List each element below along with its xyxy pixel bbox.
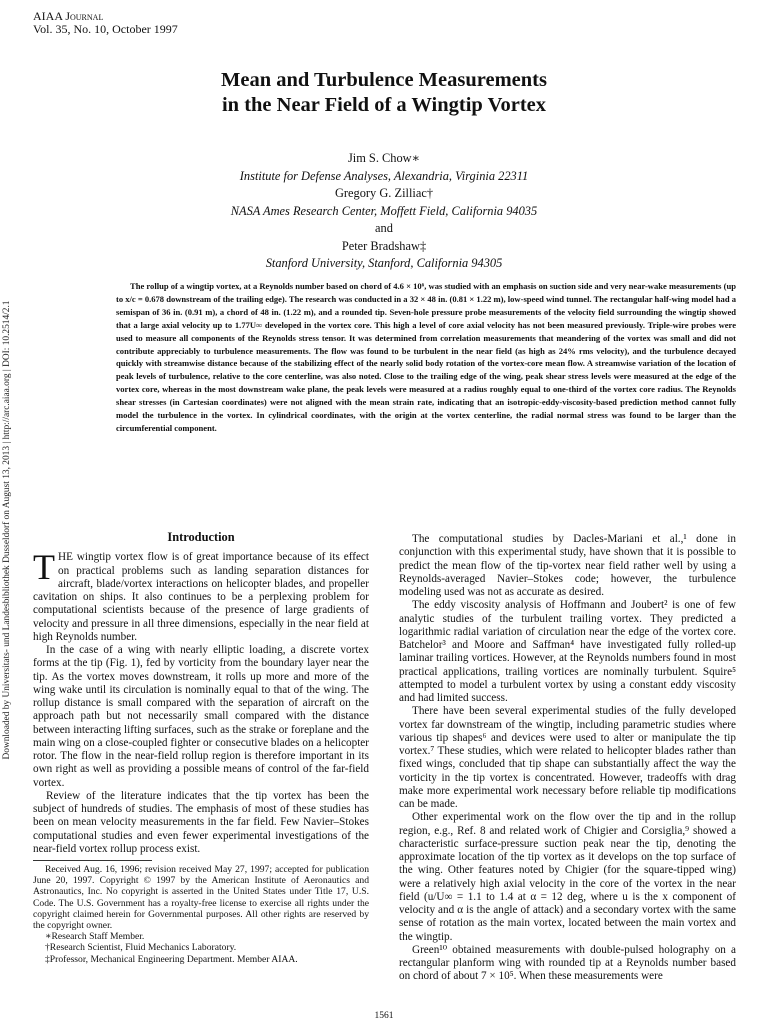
intro-paragraph-text: HE wingtip vortex flow is of great importance because of its effect on practical problems such as landing separation distances for aircraft, blade/vortex interactions on helicopter blades, and propeller cavitation on ships. It also continues to be a perplexing problem for computational scientists because of the presence of large gradients of velocity and pressure in all three dimensions, especially in the near field at high Reynolds number. [33,551,369,643]
footnote: Received Aug. 16, 1996; revision received May 27, 1997; accepted for publication June 20, 1997. Copyright © 1997 by the American Institute of Aeronautics and Astronautics, Inc. No copyright is asserted in the United States under Title 17, U.S. Code. The U.S. Government has a royalty-free license to exercise all rights under the copyright claimed herein for Governmental purposes. All other rights are reserved by the copyright owner. [33,864,369,932]
page-number: 1561 [374,1011,394,1021]
author-name: Peter Bradshaw‡ [341,238,427,253]
footnotes [33,864,369,965]
footnote: ‡Professor, Mechanical Engineering Department. Member AIAA. [45,953,298,965]
body-paragraph: The eddy viscosity analysis of Hoffmann and Joubert² is one of few analytic studies of the turbulent trailing vortex. They predicted a logarithmic radial variation of circulation near the edge of the vortex core. Batchelor³ and Moore and Saffman⁴ have investigated fully rolled-up laminar trailing vortices. However, at the Reynolds numbers found in most practical applications, trailing vortices are nominally turbulent. Squire⁵ attempted to model a turbulent vortex by using a constant eddy viscosity and had limited success. [399,599,736,704]
intro-paragraph: Review of the literature indicates that the tip vortex has been the subject of hundreds of studies. The emphasis of most of these studies has been on mean velocity measurements in the far field. Few Navier–Stokes computational studies and even fewer experimental investigations of the near-field vortex rollup process exist. [33,789,369,855]
author-affiliation: NASA Ames Research Center, Moffett Field, California 94035 [230,203,538,218]
right-column [399,533,736,984]
author-name: Gregory G. Zilliac† [334,186,434,200]
author-affiliation: Institute for Defense Analyses, Alexandria, Virginia 22311 [239,168,529,183]
body-paragraph: The computational studies by Dacles-Mariani et al.,¹ done in conjunction with this experimental study, have shown that it is possible to predict the mean flow of the tip-vortex near field rather well by using a Reynolds-averaged Navier–Stokes code; however, the turbulence modeling used was not as accurate as desired. [399,533,736,598]
footnote-rule [33,860,152,861]
body-paragraph: Other experimental work on the flow over the tip and in the rollup region, e.g., Ref. 8 and related work of Chigier and Corsiglia,⁹ showed a characteristic surface-pressure suction peak near the tip, denoting the approximate location of the tip vortex as it develops on the top surface of the wing. Other features noted by Chigier (for the square-tipped wing) were a relatively high axial velocity in the core of the vortex in the near field (u/U∞ = 1.1 to 1.4 at α = 12 deg, where u is the x component of velocity and α is the angle of attack) and a secondary vortex with the same sense of rotation as the main vortex, located between the main vortex and the wingtip. [399,811,736,943]
authors-and: and [375,221,393,235]
author-affiliation: Stanford University, Stanford, California 94305 [265,256,503,270]
section-heading: Introduction [167,530,235,544]
download-note: Downloaded by Universitats- und Landesbibliothek Dusseldorf on August 13, 2013 | http://arc.aiaa.org | DOI: 10.2514/2.1 [2,300,12,760]
intro-paragraph [33,547,369,644]
paper-title [0,68,768,118]
left-column [33,531,369,856]
author-block [0,150,768,273]
body-paragraph: There have been several experimental studies of the fully developed vortex far downstream of the wingtip, including parametric studies where various tip shapes⁶ and devices were used to alter or manipulate the tip vortex.⁷ These studies, which were related to helicopter blades rather than fixed wings, concluded that tip shape can substantially affect the way the vorticity in the tip vortex is concentrated. However, tradeoffs with drag make more experimental work necessary before reliable tip modifications can be made. [399,705,736,810]
title-line-2: in the Near Field of a Wingtip Vortex [221,94,547,116]
footnote: †Research Scientist, Fluid Mechanics Laboratory. [45,942,237,954]
journal-issue: Vol. 35, No. 10, October 1997 [33,22,178,36]
body-paragraph: Green¹⁰ obtained measurements with double-pulsed holography on a rectangular planform wing with rounded tip at a Reynolds number based on chord of about 7 × 10⁵. When these measurements were [399,943,736,983]
author-name: Jim S. Chow∗ [347,151,421,165]
abstract: The rollup of a wingtip vortex, at a Reynolds number based on chord of 4.6 × 10⁶, was studied with an emphasis on suction side and very near-wake measurements (up to x/c = 0.678 downstream of the trailing edge). The research was conducted in a 32 × 48 in. (0.81 × 1.22 m), low-speed wind tunnel. The rectangular half-wing model had a semispan of 36 in. (0.91 m), a chord of 48 in. (1.22 m), and a rounded tip. Seven-hole pressure probe measurements of the velocity field surrounding the wingtip showed that a large axial velocity up to 1.77U∞ developed in the vortex core. This high a level of core axial velocity has not been measured previously. Triple-wire probes were used to measure all components of the Reynolds stress tensor. It was determined from correlation measurements that meandering of the vortex was small and did not contribute appreciably to turbulence measurements. The flow was found to be turbulent in the near field (as high as 24% rms velocity), and the turbulence decayed quickly with streamwise distance because of the stabilizing effect of the nearly solid body rotation of the vortex-core mean flow. A streamwise variation of the location of peak levels of turbulence, relative to the core centerline, was also noted. Close to the trailing edge of the wing, peak shear stress levels were measured at the edge of the vortex core, whereas in the most downstream wake plane, the peak levels were measured at a radius roughly equal to one-third of the vortex core radius. The Reynolds shear stresses (in Cartesian coordinates) were not aligned with the mean strain rate, indicating that an isotropic-eddy-viscosity-based prediction method cannot fully model the turbulence in the vortex. In cylindrical coordinates, with the origin at the vortex centerline, the radial normal stress was found to be larger than the circumferential component. [116,281,736,433]
journal-name: AIAA Journal [33,9,104,23]
title-line-1: Mean and Turbulence Measurements [221,69,547,91]
intro-paragraph: In the case of a wing with nearly elliptic loading, a discrete vortex forms at the tip (Fig. 1), fed by vorticity from the boundary layer near the tip. As the vortex moves downstream, it rolls up more and more of the wing wake until its circulation is nominally equal to that of the wing. The rollup distance is small compared with the separation of aircraft on the approach path but not necessarily small compared with the distance between interacting lifting surfaces, such as the strake or foreplane and the main wing on a close-coupled fighter or consecutive blades on a helicopter rotor. The flow in the near-field rollup region is therefore important in its own right as well as providing a possible means of control of the far-field vortex. [33,644,369,789]
journal-header [33,10,178,36]
drop-cap: T [33,547,55,588]
footnote: ∗Research Staff Member. [45,931,145,943]
